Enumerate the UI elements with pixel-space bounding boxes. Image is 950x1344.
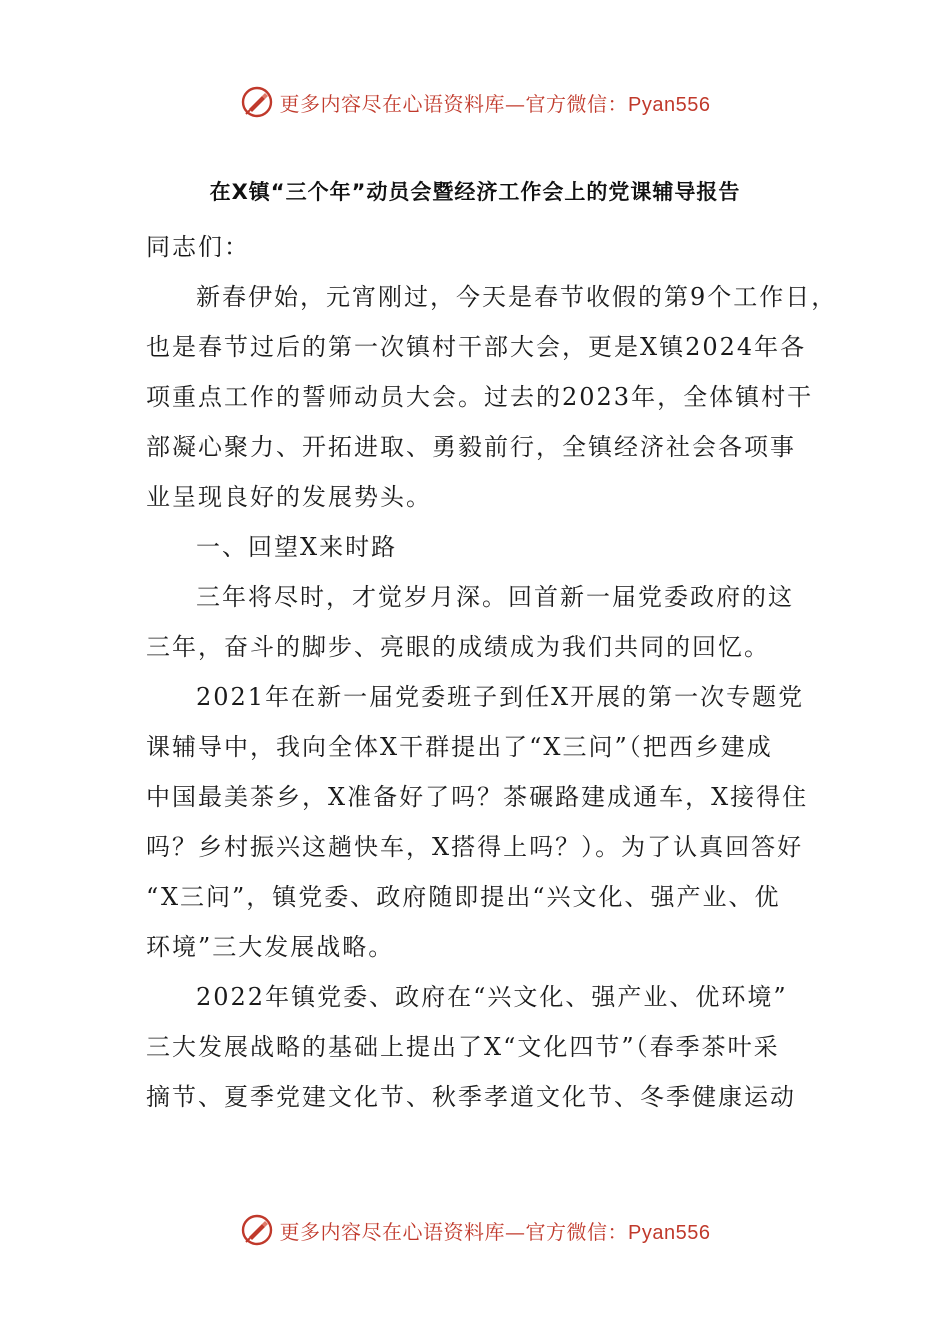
watermark-footer (0, 1210, 950, 1250)
paragraph-line: 课辅导中，我向全体X干群提出了“X三问”（把西乡建成 (146, 733, 773, 761)
watermark-header (0, 82, 950, 122)
paragraph-line: 新春伊始，元宵刚过，今天是春节收假的第9个工作日， (196, 283, 838, 311)
pen-logo-icon (240, 85, 274, 119)
paragraph-line: 三年，奋斗的脚步、亮眼的成绩成为我们共同的回忆。 (146, 633, 770, 661)
paragraph-line: 摘节、夏季党建文化节、秋季孝道文化节、冬季健康运动 (146, 1083, 796, 1111)
paragraph-line: 吗？乡村振兴这趟快车，X搭得上吗？）。为了认真回答好 (146, 833, 804, 861)
paragraph-line: 三年将尽时，才觉岁月深。回首新一届党委政府的这 (196, 583, 794, 611)
watermark-text: 更多内容尽在心语资料库—官方微信：Pyan556 (279, 91, 711, 116)
watermark-text: 更多内容尽在心语资料库—官方微信：Pyan556 (279, 1219, 711, 1244)
paragraph-line: 中国最美茶乡，X准备好了吗？茶碾路建成通车，X接得住 (146, 783, 809, 811)
paragraph-line: 2022年镇党委、政府在“兴文化、强产业、优环境” (196, 983, 788, 1011)
paragraph-line: 环境”三大发展战略。 (146, 933, 395, 961)
document-title: 在X镇“三个年”动员会暨经济工作会上的党课辅导报告 (209, 180, 741, 204)
document-body (146, 222, 838, 1122)
section-heading: 一、回望X来时路 (196, 533, 398, 561)
pen-logo-icon (240, 1213, 274, 1247)
paragraph-line: 三大发展战略的基础上提出了X“文化四节”（春季茶叶采 (146, 1033, 780, 1061)
paragraph-line: 业呈现良好的发展势头。 (146, 483, 432, 511)
paragraph-line: 项重点工作的誓师动员大会。过去的2023年，全体镇村干 (146, 383, 814, 411)
paragraph-line: 也是春节过后的第一次镇村干部大会，更是X镇2024年各 (146, 333, 807, 361)
paragraph-line: 部凝心聚力、开拓进取、勇毅前行，全镇经济社会各项事 (146, 433, 796, 461)
salutation-line: 同志们： (146, 233, 250, 261)
watermark-wechat-id: Pyan556 (628, 1221, 711, 1244)
watermark-wechat-id: Pyan556 (628, 93, 711, 116)
paragraph-line: “X三问”，镇党委、政府随即提出“兴文化、强产业、优 (146, 883, 781, 911)
paragraph-line: 2021年在新一届党委班子到任X开展的第一次专题党 (196, 683, 805, 711)
